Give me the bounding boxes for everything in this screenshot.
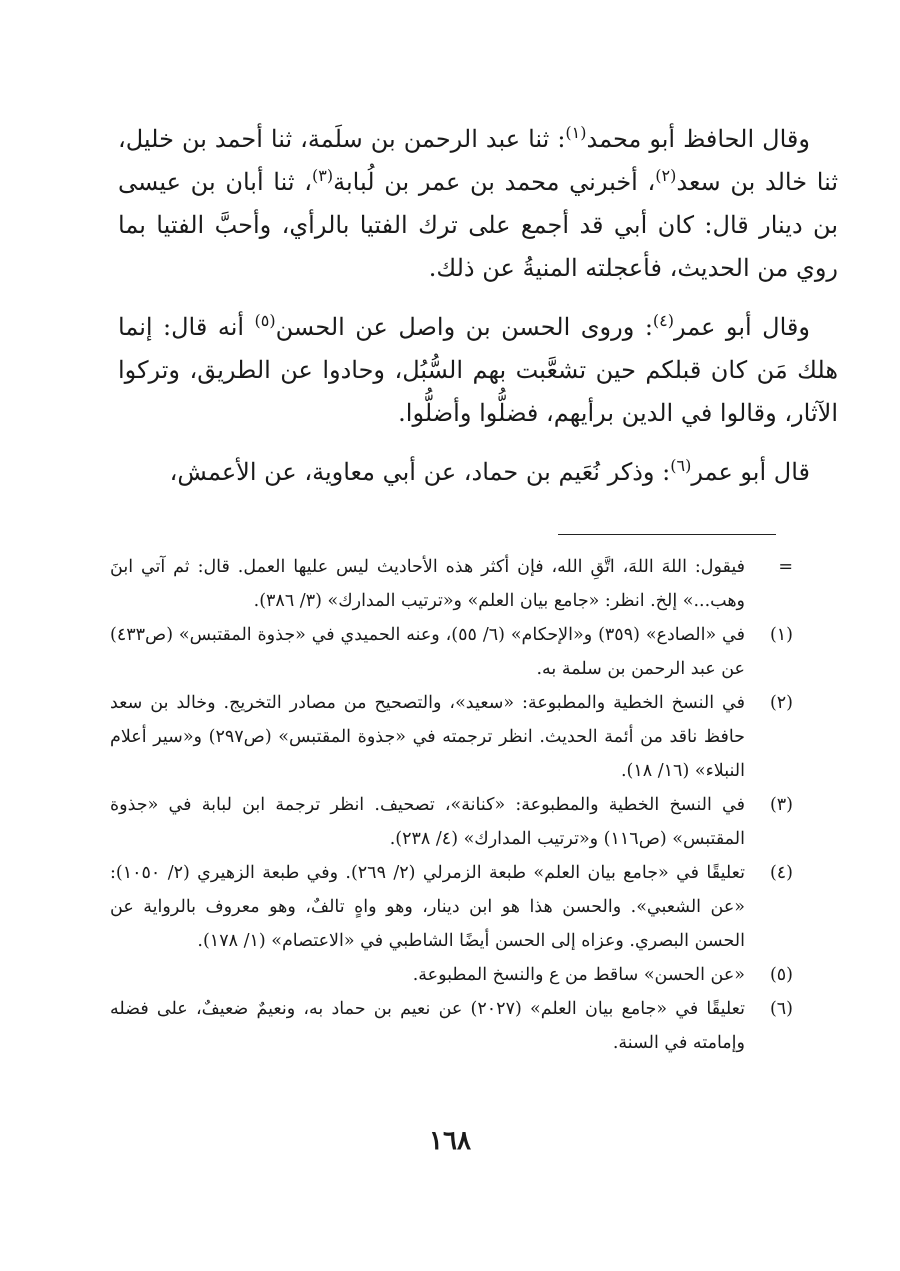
footnote-4 [110,856,793,958]
footnote-6 [110,992,793,1060]
main-text [118,118,838,494]
footnotes [110,550,793,1060]
footnote-text: «عن الحسن» ساقط من ع والنسخ المطبوعة. [412,965,745,985]
paragraph-2 [118,306,838,435]
footnote-continued [110,550,793,618]
footnote-text: في «الصادع» (٣٥٩) و«الإحكام» (٦/ ٥٥)، وعنه الحميدي في «جذوة المقتبس» (ص٤٣٣) عن عبد الرحمن بن سلمة به. [110,625,745,679]
footnote-ref-4[interactable]: (٤) [652,311,674,330]
footnote-ref-2[interactable]: (٢) [655,166,677,185]
footnote-ref-6[interactable]: (٦) [670,456,692,475]
text-segment: قال أبو عمر [691,458,810,486]
page-number: ١٦٨ [429,1126,471,1156]
footnote-ref-3[interactable]: (٣) [312,166,334,185]
footnote-ref-5[interactable]: (٥) [254,311,276,330]
footnote-number: (٥) [769,965,793,985]
footnote-number: (١) [769,625,793,645]
paragraph-1 [118,118,838,290]
footnote-text: تعليقًا في «جامع بيان العلم» (٢٠٢٧) عن نعيم بن حماد به، ونعيمٌ ضعيفٌ، على فضله وإمامته في السنة. [110,999,745,1053]
text-segment: : وذكر نُعَيم بن حماد، عن أبي معاوية، عن الأعمش، [169,458,671,486]
footnote-ref-1[interactable]: (١) [565,123,587,142]
footnote-number: (٦) [769,999,793,1019]
footnote-text: في النسخ الخطية والمطبوعة: «كنانة»، تصحيف. انظر ترجمة ابن لبابة في «جذوة المقتبس» (ص١١٦) و«ترتيب المدارك» (٤/ ٢٣٨). [110,795,745,849]
footnote-number: (٣) [769,795,793,815]
paragraph-3 [118,451,838,494]
footnote-text: في النسخ الخطية والمطبوعة: «سعيد»، والتصحيح من مصادر التخريج. وخالد بن سعد حافظ ناقد من أئمة الحديث. انظر ترجمته في «جذوة المقتبس» (ص٢٩٧) و«سير أعلام النبلاء» (١٦/ ١٨). [110,693,746,781]
footnote-number: (٢) [769,693,793,713]
footnote-5 [110,958,793,992]
footnote-text: تعليقًا في «جامع بيان العلم» طبعة الزمرلي (٢/ ٢٦٩). وفي طبعة الزهيري (٢/ ١٠٥٠): «عن الشعبي». والحسن هذا هو ابن دينار، وهو واهٍ تالفٌ، وهو معروف بالرواية عن الحسن البصري. وعزاه إلى الحسن أيضًا الشاطبي في «الاعتصام» (١/ ١٧٨). [110,863,745,951]
text-segment: : ثنا عبد الرحمن بن سلَمة، ثنا أحمد بن خليل، ثنا خالد بن سعد [118,125,838,196]
footnote-3 [110,788,793,856]
text-segment: وقال الحافظ أبو محمد [586,125,810,153]
footnote-separator [558,534,776,535]
text-segment: ، أخبرني محمد بن عمر بن لُبابة [333,168,656,196]
footnote-1 [110,618,793,686]
text-segment: ، ثنا أبان بن عيسى بن دينار قال: كان أبي قد أجمع على ترك الفتيا بالرأي، وأحبَّ الفتيا بما روي من الحديث، فأعجلته المنيةُ عن ذلك. [118,168,838,282]
footnote-2 [110,686,793,788]
text-segment: وقال أبو عمر [674,313,810,341]
footnote-number: = [778,557,793,577]
footnote-text: فيقول: اللهَ اللهَ، اتَّقِ الله، فإن أكثر هذه الأحاديث ليس عليها العمل. قال: ثم آتي ابنَ وهب...» إلخ. انظر: «جامع بيان العلم» و«ترتيب المدارك» (٣/ ٣٨٦). [110,557,745,611]
text-segment: : وروى الحسن بن واصل عن الحسن [275,313,653,341]
text-segment: أنه قال: إنما هلك مَن كان قبلكم حين تشعَّبت بهم السُّبُل، وحادوا عن الطريق، وتركوا الآثار، وقالوا في الدين برأيهم، فضلُّوا وأضلُّوا. [118,313,839,427]
footnote-number: (٤) [769,863,793,883]
